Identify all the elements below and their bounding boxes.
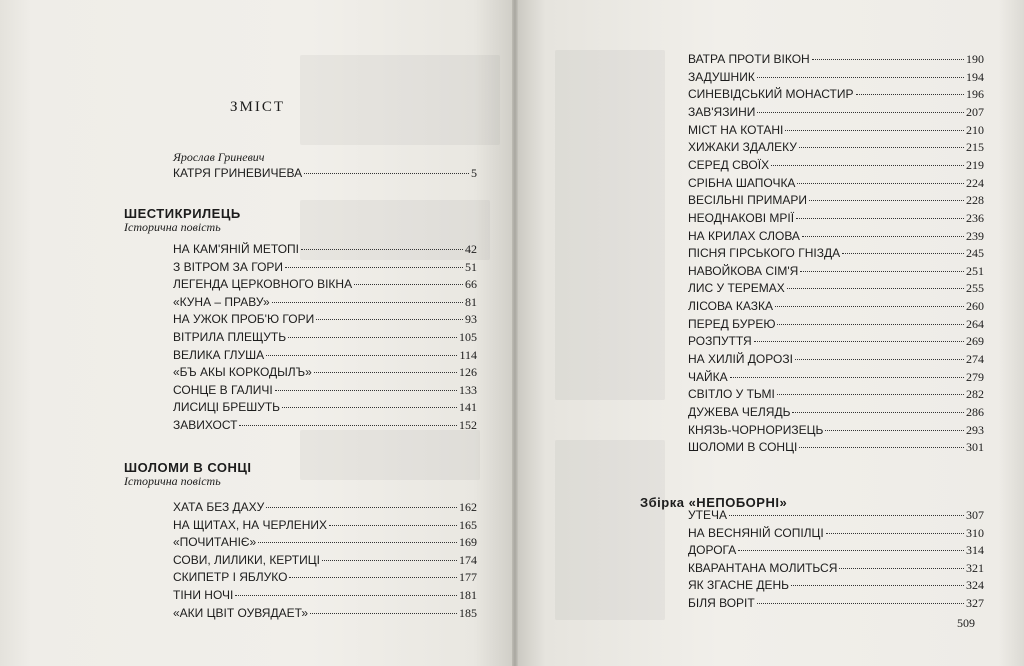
toc-entry[interactable] [173,165,477,182]
leader-dots [316,319,463,320]
leader-dots [800,271,964,272]
toc-entry[interactable] [173,605,477,622]
toc-entry-page: 5 [471,166,477,180]
toc-entry-page: 260 [966,299,984,314]
leader-dots [235,595,457,596]
toc-entry-page: 81 [465,294,477,309]
toc-entry[interactable] [688,122,984,139]
toc-entry-title: ДОРОГА [688,543,737,558]
leader-dots [792,412,964,413]
leader-dots [812,59,964,60]
toc-entry[interactable] [688,595,984,612]
toc-entry-page: 141 [459,400,477,415]
toc-entry-title: ЗАВИХОСТ [173,418,238,432]
leader-dots [329,525,457,526]
toc-entry-title: ХАТА БЕЗ ДАХУ [173,500,265,514]
toc-entry-page: 210 [966,122,984,137]
toc-entry-page: 152 [459,418,477,432]
leader-dots [796,218,964,219]
toc-entry-title: СЕРЕД СВОЇХ [688,157,770,172]
toc-entry-title: КАТРЯ ГРИНЕВИЧЕВА [173,166,303,180]
toc-entry[interactable] [173,499,477,516]
toc-entry[interactable] [688,560,984,577]
page-title: ЗМІСТ [230,99,286,115]
toc-entry-title: СКИПЕТР І ЯБЛУКО [173,570,288,585]
toc-entry-title: НА УЖОК ПРОБ'Ю ГОРИ [173,312,315,327]
toc-entry[interactable] [173,311,477,328]
leader-dots [826,533,964,534]
leader-dots [738,550,964,551]
section-title: ШОЛОМИ В СОНЦІ [124,460,252,475]
leader-dots [785,130,964,131]
toc-entry-title: ВІТРИЛА ПЛЕЩУТЬ [173,330,287,344]
toc-entry-title: ВЕСІЛЬНІ ПРИМАРИ [688,193,807,208]
toc-entry-page: 251 [966,263,984,278]
toc-entry-page: 321 [966,560,984,575]
toc-entry[interactable] [173,569,477,586]
leader-dots [730,377,964,378]
page-number: 509 [957,616,975,630]
toc-entry-title: ШОЛОМИ В СОНЦІ [688,440,798,455]
toc-entry[interactable] [173,329,477,346]
toc-entry-page: 228 [966,193,984,208]
leader-dots [239,425,457,426]
toc-entry-title: КВАРАНТАНА МОЛИТЬСЯ [688,560,838,575]
toc-entry-title: ЯК ЗГАСНЕ ДЕНЬ [688,578,790,593]
section-title: Збірка «НЕПОБОРНІ» [640,495,788,510]
toc-entry[interactable] [688,404,984,421]
toc-entry-page: 114 [459,347,477,362]
leader-dots [799,147,964,148]
toc-entry-title: ВАТРА ПРОТИ ВІКОН [688,52,810,66]
leader-dots [839,568,964,569]
leader-dots [754,341,964,342]
leader-dots [285,267,463,268]
toc-entry-page: 190 [966,52,984,66]
toc-entry[interactable] [688,316,984,333]
toc-entry-page: 133 [459,382,477,397]
toc-entry[interactable] [173,552,477,569]
leader-dots [809,200,964,201]
toc-entry-page: 93 [465,312,477,327]
toc-entry-title: ЛЕГЕНДА ЦЕРКОВНОГО ВІКНА [173,277,353,292]
leader-dots [795,359,964,360]
toc-entry[interactable] [688,157,984,174]
toc-entry[interactable] [173,534,477,551]
toc-entry-title: «АКИ ЦВІТ ОУВЯДАЕТ» [173,605,309,620]
toc-entry-page: 196 [966,87,984,102]
toc-entry-page: 274 [966,352,984,367]
toc-entry[interactable] [173,587,477,604]
toc-entry[interactable] [688,386,984,403]
toc-entry-page: 245 [966,246,984,261]
toc-entry-page: 310 [966,525,984,540]
toc-entry-title: ТІНИ НОЧІ [173,588,234,602]
toc-entry-page: 215 [966,140,984,155]
leader-dots [275,390,457,391]
toc-entry-title: «БЪ АКЫ КОРКОДЫЛЪ» [173,365,312,380]
toc-entry-title: СОВИ, ЛИЛИКИ, КЕРТИЦІ [173,552,320,567]
leader-dots [856,94,964,95]
toc-entry-title: ЛІСОВА КАЗКА [688,299,773,314]
leader-dots [777,324,964,325]
leader-dots [266,355,457,356]
toc-entry-page: 219 [966,157,984,172]
toc-entry[interactable] [688,192,984,209]
toc-entry-title: ЧАЙКА [688,369,728,384]
section-subtitle: Історична повість [124,220,221,234]
toc-entry-title: НА ХИЛІЙ ДОРОЗІ [688,352,793,367]
toc-entry[interactable] [688,422,984,439]
leader-dots [304,173,469,174]
leader-dots [791,585,964,586]
toc-entry[interactable] [688,210,984,227]
toc-entry-page: 255 [966,281,984,296]
toc-entry-title: ЗАДУШНИК [688,69,755,84]
toc-entry[interactable] [688,351,984,368]
toc-entry-page: 236 [966,210,984,225]
toc-entry-page: 51 [465,259,477,274]
leader-dots [354,284,463,285]
section-title: ШЕСТИКРИЛЕЦЬ [124,206,241,221]
toc-entry[interactable] [688,542,984,559]
toc-entry[interactable] [688,280,984,297]
toc-entry-title: СРІБНА ШАПОЧКА [688,175,796,190]
book-gutter [512,0,518,666]
toc-entry-title: ЗАВ'ЯЗИНИ [688,104,756,119]
bleed-through-text [300,55,500,145]
toc-entry-page: 307 [966,508,984,522]
toc-entry-page: 264 [966,316,984,331]
toc-entry[interactable] [688,333,984,350]
leader-dots [797,183,964,184]
toc-entry[interactable] [688,104,984,121]
leader-dots [799,447,964,448]
toc-entry[interactable] [173,259,477,276]
toc-entry[interactable] [688,139,984,156]
toc-entry-title: СИНЕВІДСЬКИЙ МОНАСТИР [688,87,854,102]
toc-entry-title: УТЕЧА [688,508,727,522]
toc-entry-page: 286 [966,405,984,419]
leader-dots [310,613,457,614]
bleed-through-text [555,440,665,620]
toc-entry-page: 207 [966,104,984,119]
toc-entry-page: 165 [459,517,477,532]
toc-entry-title: НАВОЙКОВА СІМ'Я [688,263,799,278]
toc-entry-title: ХИЖАКИ ЗДАЛЕКУ [688,140,797,155]
toc-entry-title: З ВІТРОМ ЗА ГОРИ [173,259,284,274]
toc-entry-page: 105 [459,330,477,344]
toc-entry-title: СОНЦЕ В ГАЛИЧІ [173,382,273,397]
leader-dots [757,77,964,78]
leader-dots [842,253,964,254]
toc-entry-title: МІСТ НА КОТАНІ [688,122,784,137]
toc-entry-title: СВІТЛО У ТЬМІ [688,387,775,402]
toc-entry[interactable] [688,507,984,524]
toc-entry[interactable] [173,382,477,399]
leader-dots [272,302,463,303]
toc-entry-title: «КУНА – ПРАВУ» [173,294,270,309]
toc-entry-page: 269 [966,334,984,349]
toc-entry[interactable] [173,364,477,381]
leader-dots [282,407,457,408]
toc-entry[interactable] [688,86,984,103]
toc-entry-title: НА ВЕСНЯНІЙ СОПІЛЦІ [688,525,824,540]
toc-entry-page: 293 [966,422,984,437]
toc-entry-title: БІЛЯ ВОРІТ [688,596,755,610]
leader-dots [266,507,457,508]
toc-entry[interactable] [173,347,477,364]
toc-entry-title: НА КАМ'ЯНІЙ МЕТОПІ [173,242,299,256]
toc-entry[interactable] [173,276,477,293]
toc-entry-title: НА КРИЛАХ СЛОВА [688,228,800,243]
toc-entry-page: 224 [966,175,984,190]
toc-entry-page: 194 [966,69,984,84]
leader-dots [825,430,964,431]
leader-dots [777,394,964,395]
toc-entry[interactable] [688,263,984,280]
leader-dots [771,165,964,166]
leader-dots [314,372,457,373]
toc-entry-page: 181 [459,588,477,602]
toc-entry[interactable] [688,245,984,262]
leader-dots [301,249,463,250]
toc-entry-title: «ПОЧИТАНІЄ» [173,535,257,550]
toc-entry[interactable] [688,228,984,245]
section-subtitle: Історична повість [124,474,221,488]
toc-entry-page: 327 [966,596,984,610]
leader-dots [775,306,964,307]
leader-dots [729,515,964,516]
leader-dots [258,542,457,543]
toc-entry-title: НЕОДНАКОВІ МРІЇ [688,210,795,225]
toc-entry-page: 324 [966,578,984,593]
toc-entry-page: 174 [459,552,477,567]
toc-entry[interactable] [688,369,984,386]
toc-entry[interactable] [688,439,984,456]
toc-entry-page: 177 [459,570,477,585]
toc-entry-page: 162 [459,500,477,514]
bleed-through-text [555,50,665,400]
toc-entry-title: РОЗПУТТЯ [688,334,752,349]
toc-entry-page: 301 [966,440,984,455]
toc-entry-title: ПІСНЯ ГІРСЬКОГО ГНІЗДА [688,246,841,261]
author-name: Ярослав Гриневич [173,150,265,164]
toc-entry-page: 126 [459,365,477,380]
leader-dots [757,112,964,113]
toc-entry-title: КНЯЗЬ-ЧОРНОРИЗЕЦЬ [688,422,824,437]
toc-entry[interactable] [688,525,984,542]
toc-entry[interactable] [173,517,477,534]
toc-entry[interactable] [688,298,984,315]
toc-entry-page: 314 [966,543,984,558]
leader-dots [802,236,964,237]
toc-entry-title: ДУЖЕВА ЧЕЛЯДЬ [688,405,791,419]
toc-entry-title: ЛИСИЦІ БРЕШУТЬ [173,400,281,415]
toc-entry-page: 42 [465,242,477,256]
leader-dots [757,603,964,604]
toc-entry-title: ПЕРЕД БУРЕЮ [688,316,776,331]
leader-dots [288,337,457,338]
toc-entry[interactable] [688,69,984,86]
toc-entry-page: 169 [459,535,477,550]
toc-entry[interactable] [173,294,477,311]
toc-entry[interactable] [173,241,477,258]
leader-dots [787,288,964,289]
toc-entry-title: ЛИС У ТЕРЕМАХ [688,281,785,296]
toc-entry-page: 185 [459,605,477,620]
toc-entry[interactable] [688,51,984,68]
leader-dots [322,560,457,561]
toc-entry[interactable] [173,399,477,416]
toc-entry[interactable] [688,577,984,594]
toc-entry-title: НА ЩИТАХ, НА ЧЕРЛЕНИХ [173,517,327,532]
toc-entry[interactable] [688,175,984,192]
toc-entry-page: 279 [966,369,984,384]
toc-entry-page: 66 [465,277,477,292]
bleed-through-text [300,430,480,480]
leader-dots [289,577,457,578]
toc-entry-title: ВЕЛИКА ГЛУША [173,347,265,362]
toc-entry-page: 239 [966,228,984,243]
toc-entry[interactable] [173,417,477,434]
toc-entry-page: 282 [966,387,984,402]
